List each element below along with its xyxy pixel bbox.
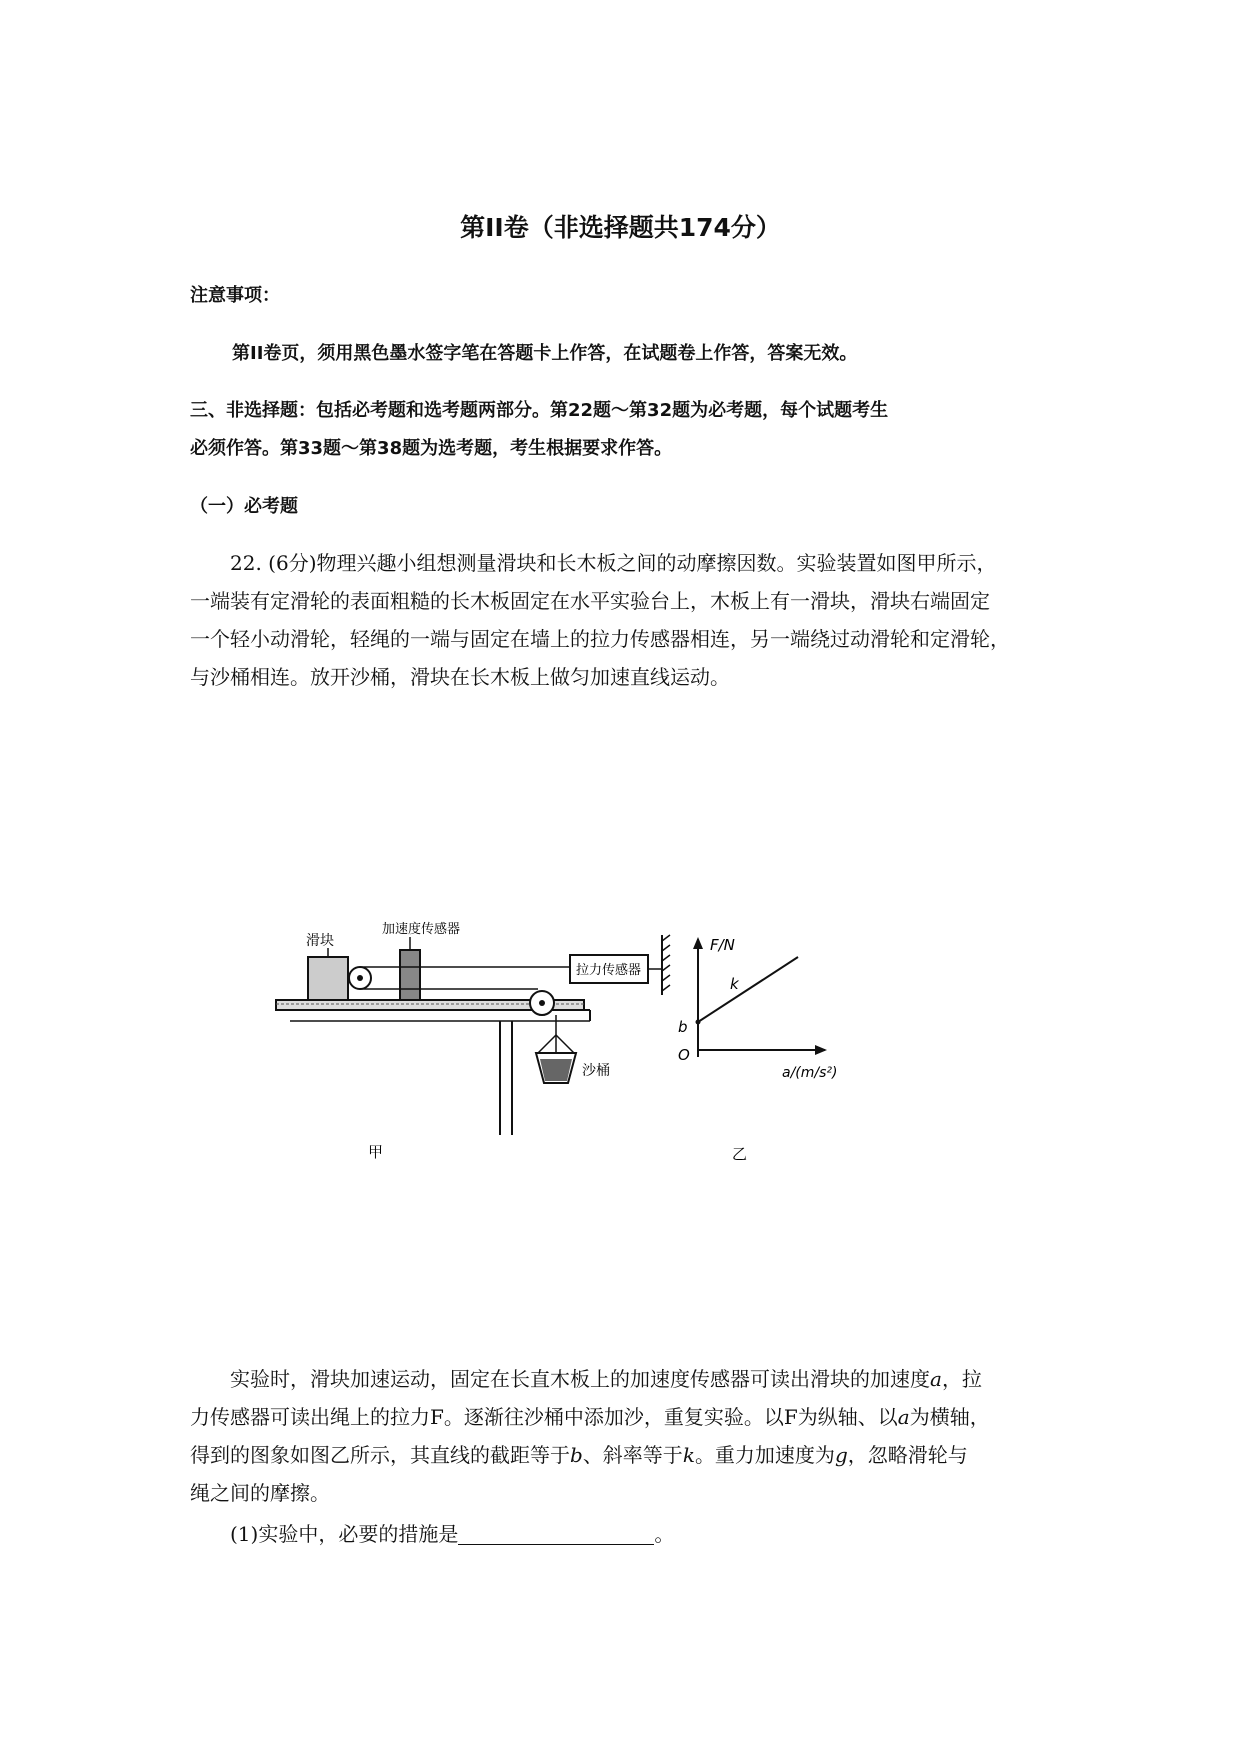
graph-origin-label: O (678, 1046, 690, 1064)
page-title: 第II卷（非选择题共174分） (460, 213, 781, 242)
accel-sensor-label: 加速度传感器 (382, 922, 461, 937)
caption-right: 乙 (732, 1145, 748, 1163)
notice-heading: 注意事项： (190, 285, 280, 306)
para2-line-3: 得到的图象如图乙所示，其直线的截距等于b、斜率等于k。重力加速度为g，忽略滑轮与 (190, 1443, 968, 1467)
q22-line-1: 22. (6分)物理兴趣小组想测量滑块和长木板之间的动摩擦因数。实验装置如图甲所示， (230, 551, 997, 575)
notice-text: 第II卷页，须用黑色墨水签字笔在答题卡上作答，在试题卷上作答，答案无效。 (232, 343, 858, 364)
y-axis-arrow (693, 937, 703, 949)
graph-slope-label: k (730, 975, 739, 993)
graph-ylabel: F/N (710, 936, 735, 954)
experiment-description (190, 1360, 1060, 1512)
experiment-figure (260, 895, 980, 1175)
answer-blank[interactable] (458, 1522, 654, 1545)
section3-line2: 必须作答。第33题～第38题为选考题，考生根据要求作答。 (190, 438, 673, 459)
graph-xlabel: a/(m/s²) (782, 1065, 838, 1081)
para2-line-1: 实验时，滑块加速运动，固定在长直木板上的加速度传感器可读出滑块的加速度a，拉 (230, 1367, 982, 1391)
graph-intercept-label: b (678, 1018, 688, 1036)
figure-svg (260, 895, 980, 1175)
caption-left: 甲 (368, 1143, 384, 1161)
fit-line (698, 957, 798, 1022)
acceleration-sensor (400, 950, 420, 1000)
q22-line-4: 与沙桶相连。放开沙桶，滑块在长木板上做匀加速直线运动。 (190, 665, 730, 689)
section3-line1: 三、非选择题：包括必考题和选考题两部分。第22题～第32题为必考题，每个试题考生 (190, 400, 889, 421)
q22-line-3: 一个轻小动滑轮，轻绳的一端与固定在墙上的拉力传感器相连，另一端绕过动滑轮和定滑轮， (190, 627, 1010, 651)
wall (662, 935, 670, 995)
sand-bucket-label: 沙桶 (582, 1063, 610, 1079)
subquestion-1: (1)实验中，必要的措施是 。 (230, 1522, 675, 1546)
q22-line-2: 一端装有定滑轮的表面粗糙的长木板固定在水平实验台上，木板上有一滑块，滑块右端固定 (190, 589, 990, 613)
slider-label: 滑块 (306, 933, 334, 949)
slider-block (308, 957, 348, 1000)
question-22-text (190, 544, 1060, 696)
intercept-point (696, 1020, 701, 1025)
para2-line-4: 绳之间的摩擦。 (190, 1481, 330, 1505)
x-axis-arrow (815, 1045, 827, 1055)
subsection-heading: （一）必考题 (190, 496, 298, 517)
para2-line-2: 力传感器可读出绳上的拉力F。逐渐往沙桶中添加沙，重复实验。以F为纵轴、以a为横轴， (190, 1405, 990, 1429)
f-vs-a-graph (678, 936, 837, 1081)
force-sensor-label: 拉力传感器 (576, 963, 642, 978)
